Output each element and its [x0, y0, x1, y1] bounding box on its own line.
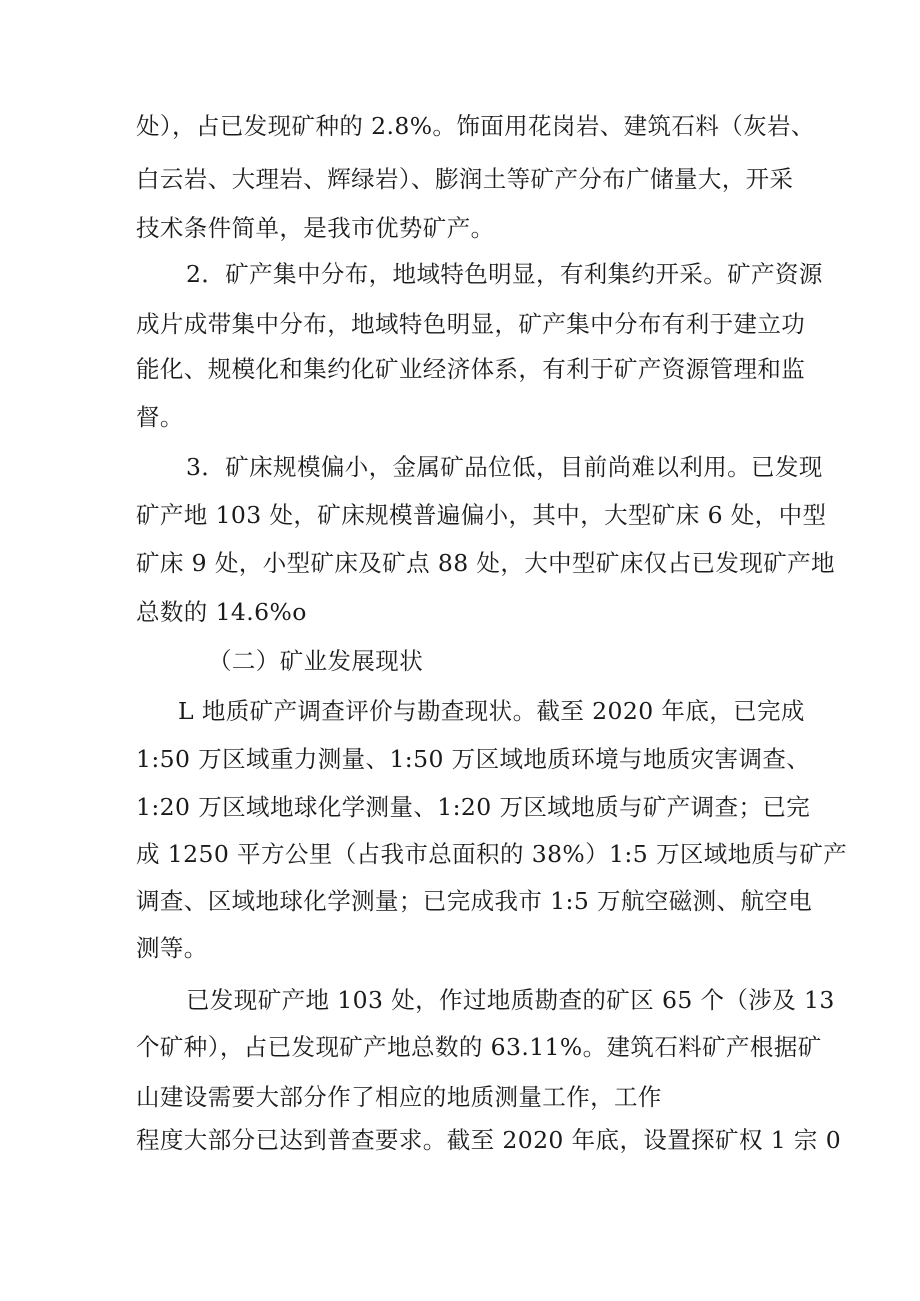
text-line: 处），占已发现矿种的 2.8%。饰面用花岗岩、建筑石料（灰岩、 — [136, 112, 815, 140]
text-line: 督。 — [136, 403, 184, 431]
text-line: 能化、规模化和集约化矿业经济体系，有利于矿产资源管理和监 — [136, 355, 806, 383]
text-line: 矿床 9 处，小型矿床及矿点 88 处，大中型矿床仅占已发现矿产地 — [136, 549, 835, 577]
paragraph-item-1: L 地质矿产调查评价与勘查现状。截至 2020 年底，已完成 — [178, 697, 805, 725]
paragraph-start: 已发现矿产地 103 处，作过地质勘查的矿区 65 个（涉及 13 — [186, 986, 835, 1014]
section-heading: （二）矿业发展现状 — [208, 647, 424, 675]
text-line: 调查、区域地球化学测量；已完成我市 1:5 万航空磁测、航空电 — [136, 887, 813, 915]
text-line: 矿产地 103 处，矿床规模普遍偏小，其中，大型矿床 6 处，中型 — [136, 501, 827, 529]
text-line: 总数的 14.6%o — [136, 598, 307, 626]
text-line: 个矿种），占已发现矿产地总数的 63.11%。建筑石料矿产根据矿 — [136, 1033, 822, 1061]
text-line: 程度大部分已达到普查要求。截至 2020 年底，设置探矿权 1 宗 0 — [136, 1126, 842, 1154]
paragraph-item-2: 2．矿产集中分布，地域特色明显，有利集约开采。矿产资源 — [186, 260, 823, 288]
paragraph-item-3: 3．矿床规模偏小，金属矿品位低，目前尚难以利用。已发现 — [186, 453, 823, 481]
text-line: 成 1250 平方公里（占我市总面积的 38%）1:5 万区域地质与矿产 — [136, 840, 848, 868]
text-line: 白云岩、大理岩、辉绿岩）、膨润土等矿产分布广储量大，开采 — [136, 165, 794, 193]
text-line: 技术条件简单，是我市优势矿产。 — [136, 214, 495, 242]
text-line: 测等。 — [136, 934, 208, 962]
text-line: 1:20 万区域地球化学测量、1:20 万区域地质与矿产调查；已完 — [136, 793, 811, 821]
text-line: 1:50 万区域重力测量、1:50 万区域地质环境与地质灾害调查、 — [136, 745, 811, 773]
text-line: 山建设需要大部分作了相应的地质测量工作，工作 — [136, 1083, 662, 1111]
text-line: 成片成带集中分布，地域特色明显，矿产集中分布有利于建立功 — [136, 310, 806, 338]
